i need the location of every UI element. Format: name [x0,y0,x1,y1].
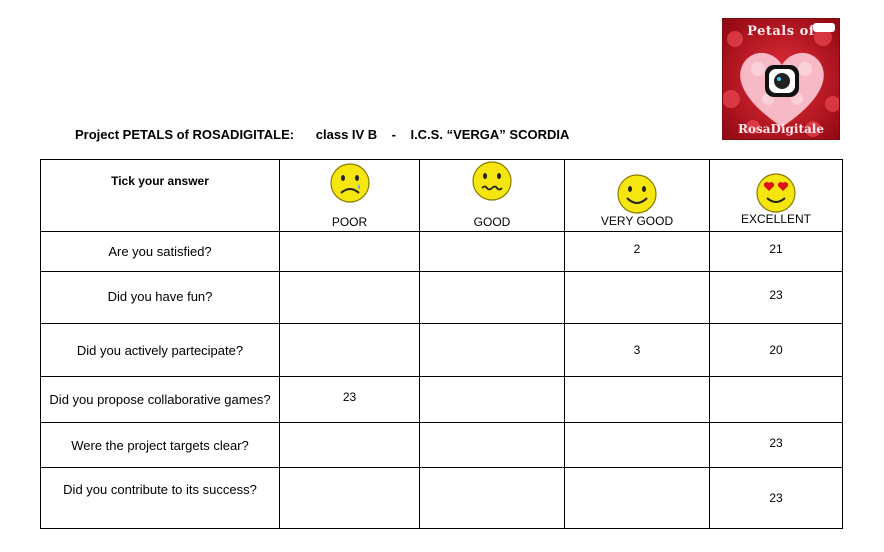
answer-cell-poor [280,324,420,377]
question-cell: Were the project targets clear? [41,423,280,468]
sad-face-icon [329,162,371,204]
answer-cell-good [420,324,565,377]
school-name: I.C.S. “VERGA” SCORDIA [410,127,570,142]
question-cell: Did you actively partecipate? [41,324,280,377]
answer-cell-poor [280,272,420,324]
answer-cell-very-good [565,272,710,324]
rating-label-poor: POOR [331,215,368,229]
answer-cell-poor: 23 [280,377,420,423]
rating-header-very-good [565,160,710,232]
question-cell: Did you have fun? [41,272,280,324]
project-title: Project PETALS of ROSADIGITALE: [75,127,295,142]
answer-cell-excellent: 20 [710,324,843,377]
answer-cell-poor [280,468,420,529]
answer-cell-excellent [710,377,843,423]
table-row [41,232,843,272]
logo-top-text: Petals of [747,24,815,39]
logo-bottom-text: RosaDigitale [738,122,824,136]
class-name: class IV B [315,127,378,142]
wavy-face-icon [471,160,513,202]
answer-cell-excellent: 23 [710,423,843,468]
header-separator: - [391,127,396,142]
answer-cell-good [420,468,565,529]
answer-cell-excellent: 23 [710,468,843,529]
answer-cell-excellent: 21 [710,232,843,272]
rating-header-excellent [710,160,843,232]
question-cell: Did you contribute to its success? [41,468,280,529]
document-header [75,127,569,142]
happy-face-icon [616,173,658,215]
table-row [41,468,843,529]
answer-cell-poor [280,232,420,272]
corner-cell [41,160,280,232]
table-row [41,272,843,324]
table-row [41,423,843,468]
petals-logo [722,18,840,140]
survey-table [40,159,843,529]
question-cell: Are you satisfied? [41,232,280,272]
answer-cell-excellent: 23 [710,272,843,324]
answer-cell-very-good: 3 [565,324,710,377]
answer-cell-good [420,232,565,272]
answer-cell-good [420,272,565,324]
answer-cell-good [420,377,565,423]
table-row [41,377,843,423]
rating-label-good: GOOD [473,215,511,229]
heart-eyes-face-icon [755,172,797,214]
tick-your-answer-label: Tick your answer [111,174,209,188]
answer-cell-very-good [565,468,710,529]
answer-cell-very-good [565,377,710,423]
rating-header-good [420,160,565,232]
header-row [41,160,843,232]
rating-label-excellent: EXCELLENT [740,212,812,226]
answer-cell-poor [280,423,420,468]
rating-header-poor [280,160,420,232]
rating-label-very-good: VERY GOOD [600,214,674,228]
question-cell: Did you propose collaborative games? [41,377,280,423]
table-row [41,324,843,377]
answer-cell-good [420,423,565,468]
answer-cell-very-good: 2 [565,232,710,272]
answer-cell-very-good [565,423,710,468]
